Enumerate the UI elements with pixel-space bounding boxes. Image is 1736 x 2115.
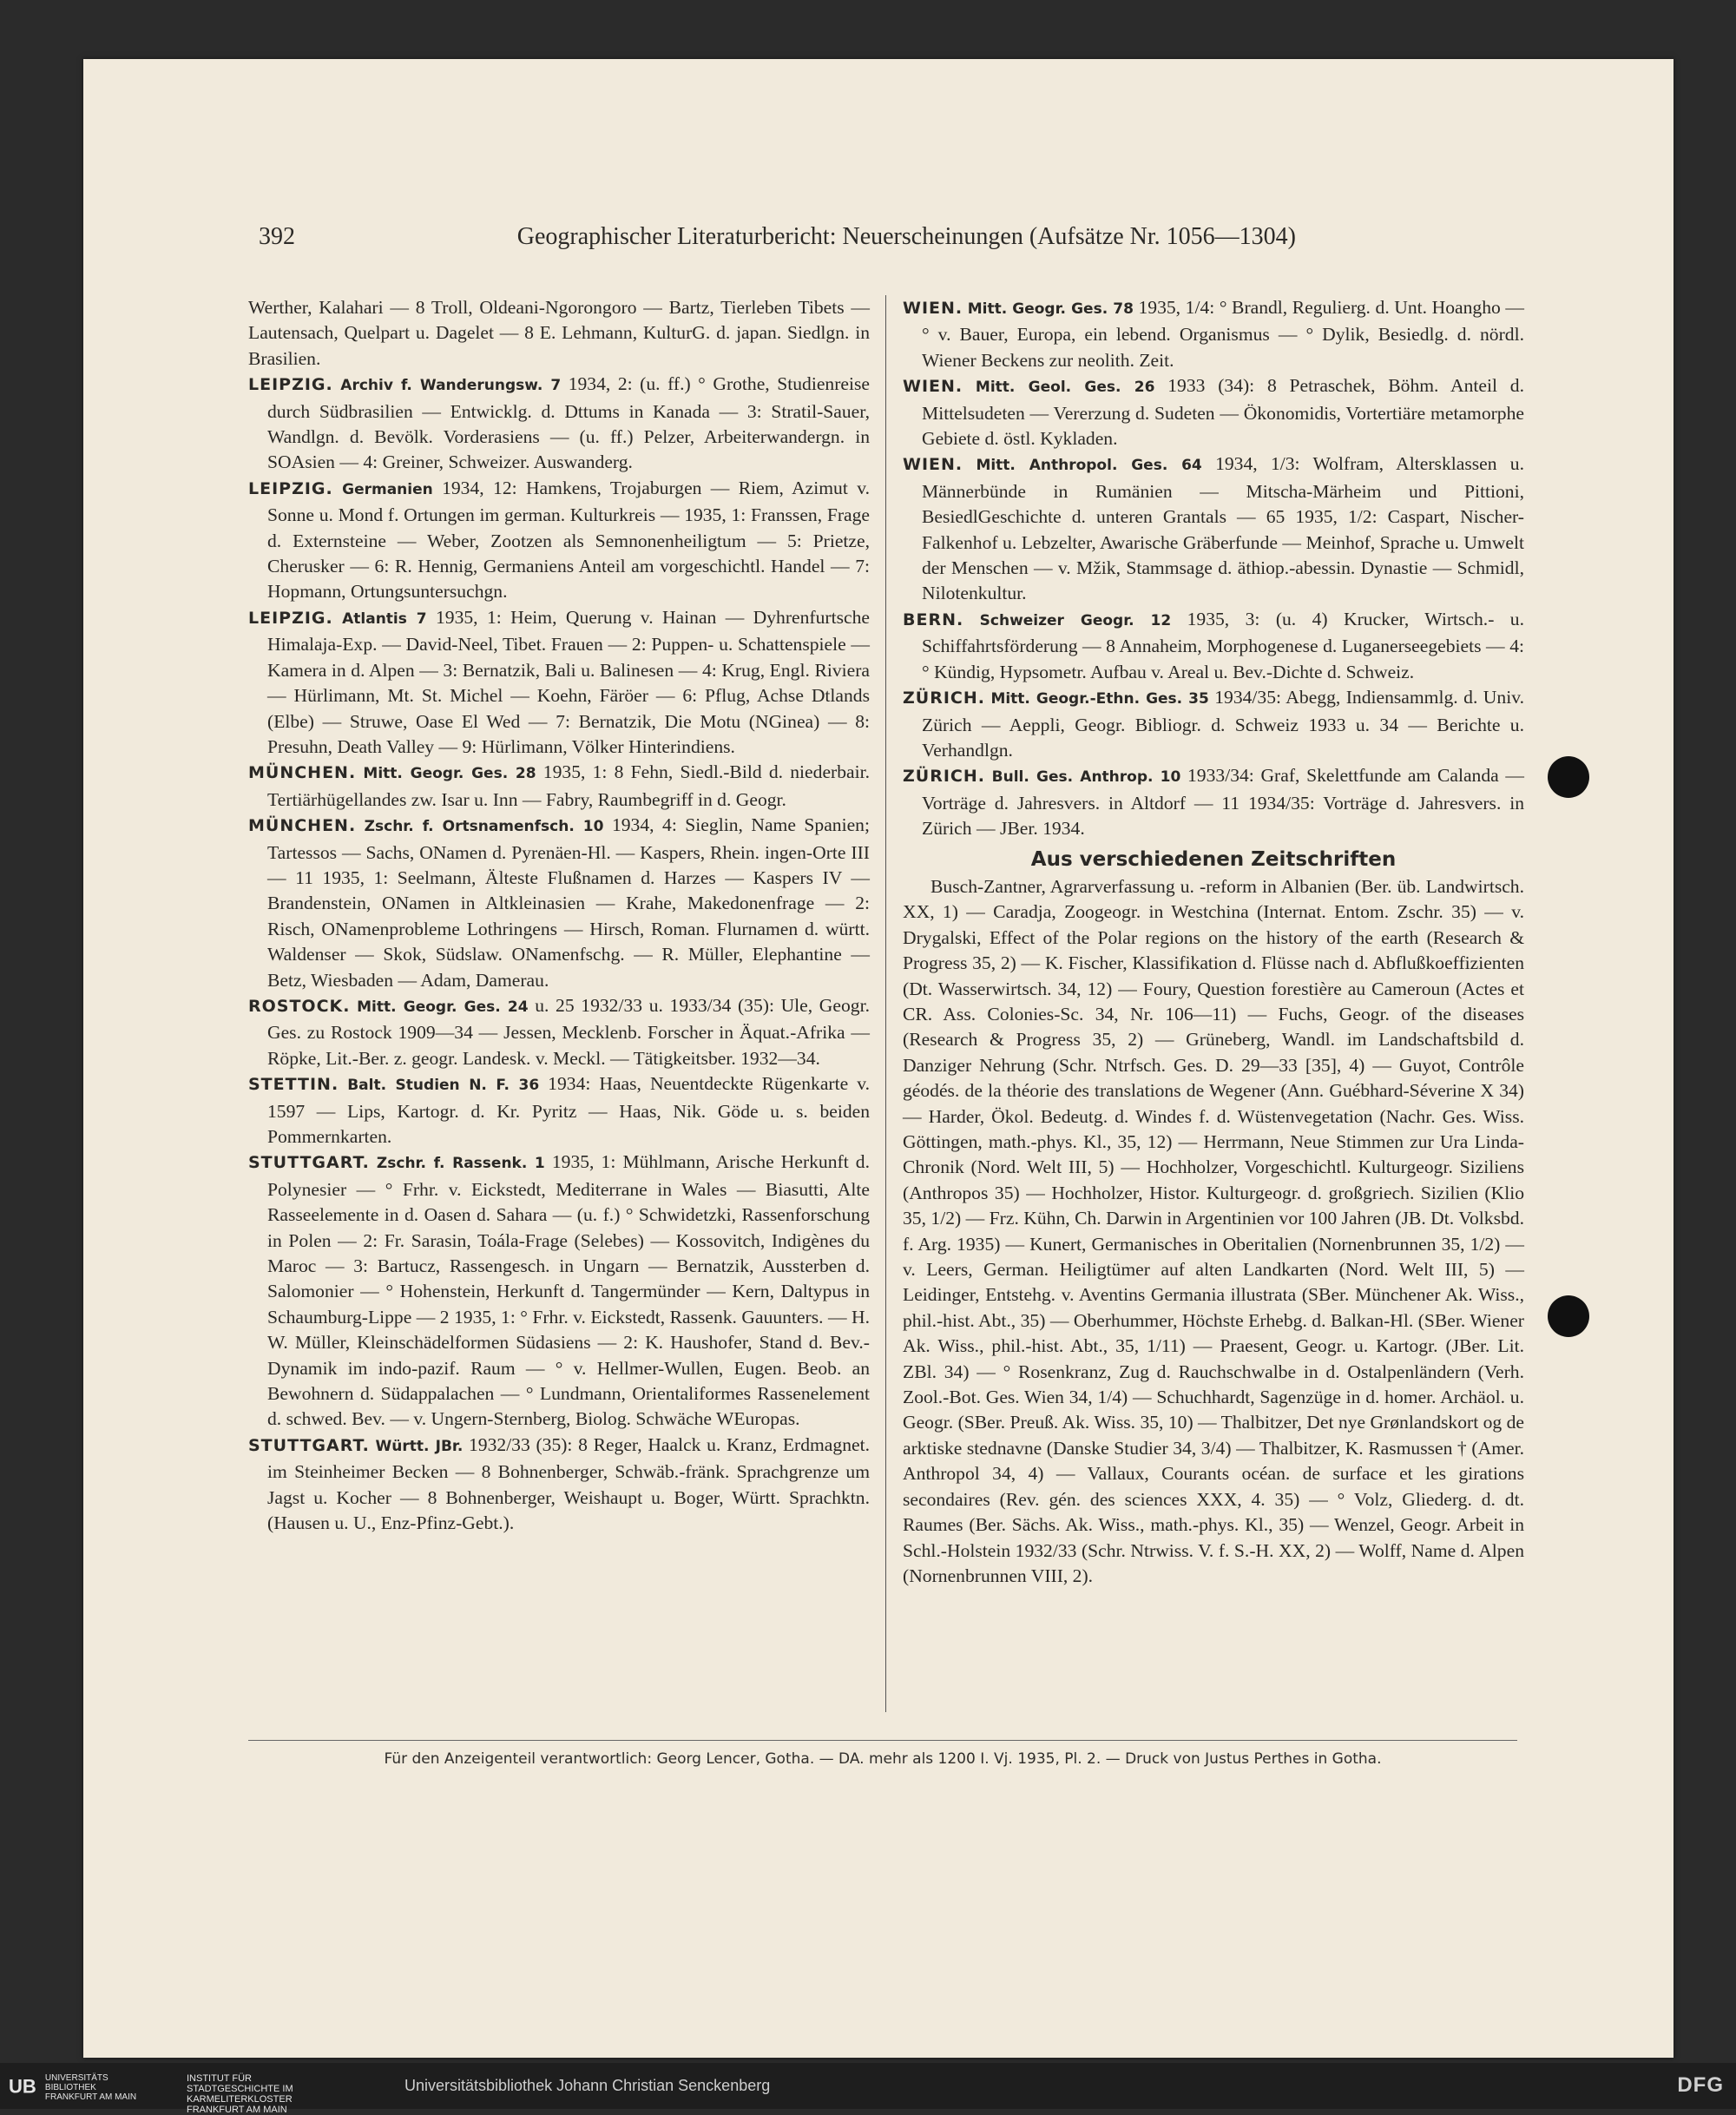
bibliography-entry [903,295,1524,373]
right-entry-list [903,295,1524,842]
bibliography-entry [248,993,870,1071]
bibliography-entry [903,373,1524,451]
bibliography-entry [903,763,1524,841]
entry-city: STUTTGART. [248,1435,370,1455]
entry-text: 1934, 2: (u. ff.) ° Grothe, Studienreise durch Südbrasilien — Entwicklg. d. Dttums in Kanada — 3: Stratil-Sauer, Wandlgn. d. Bevölk. Vorderasiens — (u. ff.) Pelzer, Arbeiterwandergn. in SOAsien — 4: Greiner, Schweizer. Auswanderg. [267,373,870,473]
ub-logo-text: UB [9,2075,36,2098]
entry-journal: Württ. JBr. [375,1437,464,1455]
entry-text: 1935, 1: Mühlmann, Arische Herkunft d. Polynesier — ° Frhr. v. Eickstedt, Mediterrane in Wales — Biasutti, Alte Rasseelemente in d. Oasen d. Sahara — (u. f.) ° Schwidetzki, Rassenforschung in Polen — 2: Fr. Sarasin, Toála-Frage (Selebes) — Kossovitch, Indigènes du Maroc — 3: Bartucz, Rassengesch. in Ungarn — Bernatzik, Aussterben d. Salomonier — ° Hohenstein, Herkunft d. Tangermünder — Kern, Daltypus in Schaumburg-Lippe — 2 1935, 1: ° Frhr. v. Eickstedt, Rassenk. Gauunters. — H. W. Müller, Kleinschädelformen Südasiens — 2: K. Haushofer, Stand d. Bev.-Dynamik im indo-pazif. Raum — ° v. Hellmer-Wullen, Eugen. Beob. an Bewohnern d. Südappalachen — ° Lundmann, Orientaliformes Rassenelement d. schwed. Bev. — v. Ungern-Sternberg, Biolog. Schwäche WEuropas. [267,1151,871,1430]
entry-text: 1935, 3: (u. 4) Krucker, Wirtsch.- u. Schiffahrtsförderung — 8 Annaheim, Morphogenese d. Luganerseegebiets — 4: ° Kündig, Hypsometr. Aufbau v. Areal u. Bev.-Dichte d. Schweiz. [922,608,1524,682]
bibliography-entry [903,607,1524,685]
bibliography-entry [248,605,870,760]
entry-city: LEIPZIG. [248,375,333,395]
entry-text: 1934, 1/3: Wolfram, Altersklassen u. Männerbünde in Rumänien — Mitscha-Märheim und Pittioni, BesiedlGeschichte d. unteren Grantals — 65 1935, 1/2: Caspart, Nischer-Falkenhof u. Lebzelter, Awarische Gräberfunde — Meinhof, Sprache u. Umwelt der Menschen — v. Mžik, Stammsage d. äthiop.-abessin. Dynastie — Schmidl, Nilotenkultur. [922,453,1525,604]
entry-journal: Zschr. f. Rassenk. 1 [376,1155,545,1173]
bibliography-entry [248,372,870,476]
entry-journal: Bull. Ges. Anthrop. 10 [991,768,1181,787]
bibliography-entry [903,451,1524,606]
entry-journal: Mitt. Anthropol. Ges. 64 [976,457,1202,475]
entry-city: ROSTOCK. [248,996,351,1016]
entry-text: 1934, 4: Sieglin, Name Spanien; Tartessos — Sachs, ONamen d. Pyrenäen-Hl. — Kaspers, Rhein. ingen-Orte III — 11 1935, 1: Seelmann, Älteste Flußnamen d. Harzes — Kaspers IV — Brandenstein, ONamen in Altkleinasien — Krahe, Makedonenfrage — 2: Risch, ONamenprobleme Lothringens — Hirsch, Roman. Flurnamen d. württ. Waldenser — Skok, Südslaw. ONamenfschg. — R. Müller, Elephantine — Betz, Wiesbaden — Adam, Damerau. [267,814,870,991]
left-entry-list [248,372,870,1536]
library-caption[interactable]: Universitätsbibliothek Johann Christian Senckenberg [404,2077,771,2094]
entry-city: WIEN. [903,377,963,397]
bibliography-entry [248,1433,870,1537]
entry-city: ZÜRICH. [903,767,985,787]
entry-text: u. 25 1932/33 u. 1933/34 (35): Ule, Geogr. Ges. zu Rostock 1909—34 — Jessen, Mecklenb. Forscher in Äquat.-Afrika — Röpke, Lit.-Ber. z. geogr. Landesk. v. Meckl. — Tätigkeitsber. 1932—34. [267,994,870,1069]
page-header [259,223,1296,258]
right-column [903,295,1524,1589]
left-lead-text: Werther, Kalahari — 8 Troll, Oldeani-Ngorongoro — Bartz, Tierleben Tibets — Lautensach, Quelpart u. Dagelet — 8 E. Lehmann, KulturG. d. japan. Siedlgn. in Brasilien. [248,297,870,369]
entry-city: STUTTGART. [248,1153,370,1173]
entry-city: LEIPZIG. [248,478,333,498]
entry-journal: Schweizer Geogr. 12 [979,611,1172,629]
punch-hole [1548,1295,1589,1337]
footer-note: Für den Anzeigenteil verantwortlich: Georg Lencer, Gotha. — DA. mehr als 1200 I. Vj. 1935, Pl. 2. — Druck von Justus Perthes in Gotha. [384,1750,1382,1768]
entry-city: ZÜRICH. [903,689,985,708]
punch-hole [1548,756,1589,798]
entry-text: 1933 (34): 8 Petraschek, Böhm. Anteil d. Mittelsudeten — Vererzung d. Sudeten — Ökonomidis, Vortertiäre metamorphe Gebiete d. östl. Kykladen. [922,375,1524,450]
column-divider [885,295,886,1712]
entry-journal: Mitt. Geogr.-Ethn. Ges. 35 [990,690,1209,708]
bibliography-entry [248,1071,870,1150]
entry-city: MÜNCHEN. [248,763,357,783]
page-number: 392 [259,223,295,250]
entry-journal: Zschr. f. Ortsnamenfsch. 10 [364,818,604,836]
entry-journal: Atlantis 7 [342,609,427,628]
entry-text: 1935, 1: 8 Fehn, Siedl.-Bild d. niederbair. Tertiärhügellandes zw. Isar u. Inn — Fabry, Raumbegriff in d. Geogr. [267,761,870,810]
entry-text: 1935, 1: Heim, Querung v. Hainan — Dyhrenfurtsche Himalaja-Exp. — David-Neel, Tibet. Frauen — 2: Puppen- u. Schattenspiele — Kamera in d. Alpen — 3: Bernatzik, Bali u. Balinesen — 4: Krug, Engl. Riviera — Hürlimann, Mt. St. Michel — Koehn, Färöer — 6: Pflug, Achse Dtlands (Elbe) — Struwe, Oase El Wed — 7: Bernatzik, Die Motu (NGinea) — 8: Presuhn, Death Valley — 9: Hürlimann, Völker Hinterindiens. [267,606,870,757]
bibliography-entry [248,1150,870,1432]
entry-city: WIEN. [903,299,963,318]
entry-journal: Mitt. Geogr. Ges. 24 [357,998,529,1016]
left-column [248,295,870,1537]
bibliography-entry [248,760,870,813]
viewer-footer-bar [0,2063,1736,2115]
entry-text: 1933/34: Graf, Skelettfunde am Calanda — Vorträge d. Jahresvers. in Altdorf — 11 1934/35: Vorträge d. Jahresvers. in Zürich — JBer. 1934. [922,765,1524,840]
entry-journal: Germanien [342,480,433,498]
dfg-logo[interactable]: DFG [1677,2073,1724,2097]
institut-logo-text: INSTITUT FÜR STADTGESCHICHTE IM KARMELITERKLOSTER FRANKFURT AM MAIN [187,2073,293,2115]
footer-rule [248,1740,1517,1741]
section-title: Aus verschiedenen Zeitschriften [1030,847,1397,871]
entry-text: 1934/35: Abegg, Indiensammlg. d. Univ. Zürich — Aeppli, Geogr. Bibliogr. d. Schweiz 1933 u. 34 — Berichte u. Verhandlgn. [922,687,1524,761]
page-title: Geographischer Literaturbericht: Neuerscheinungen (Aufsätze Nr. 1056—1304) [516,223,1296,250]
entry-city: WIEN. [903,455,963,475]
entry-journal: Mitt. Geol. Ges. 26 [975,379,1155,397]
entry-text: 1934: Haas, Neuentdeckte Rügenkarte v. 1597 — Lips, Kartogr. d. Kr. Pyritz — Haas, Nik. Göde u. s. beiden Pommernkarten. [267,1073,870,1147]
bibliography-entry [248,813,870,993]
ub-logo[interactable] [9,2073,141,2102]
entry-journal: Balt. Studien N. F. 36 [347,1077,540,1095]
entry-city: BERN. [903,609,964,629]
entry-journal: Mitt. Geogr. Ges. 78 [967,300,1134,318]
entry-text: 1934, 12: Hamkens, Trojaburgen — Riem, Azimut v. Sonne u. Mond f. Ortungen im german. Kulturkreis — 1935, 1: Franssen, Frage d. Externsteine — Weber, Zootzen als Semnonenheiligtum — 5: Prietze, Cherusker — 6: R. Hennig, Germaniens Anteil am vorgeschichtl. Handel — 7: Hopmann, Ortungsuntersuchgn. [267,477,870,603]
bibliography-entry [903,685,1524,763]
entry-city: LEIPZIG. [248,608,333,628]
ub-logo-subtext: UNIVERSITÄTS BIBLIOTHEK FRANKFURT AM MAIN [44,2073,137,2102]
section-text: Busch-Zantner, Agrarverfassung u. -reform in Albanien (Ber. üb. Landwirtsch. XX, 1) — Caradja, Zoogeogr. in Westchina (Internat. Entom. Zschr. 35) — v. Drygalski, Effect of the Polar regions on the history of the earth (Research & Progress 35, 2) — K. Fischer, Klassifikation d. Flüsse nach d. Abflußkoeffizienten (Dt. Wasserwirtsch. 34, 12) — Foury, Question forestière au Cameroun (Actes et CR. Ass. Colonies-Sc. 34, Nr. 106—11) — Fuchs, Geogr. of the diseases (Research & Progress 35, 2) — Grüneberg, Wandl. im Landschaftsbild d. Danziger Nehrung (Schr. Ntrfsch. Ges. D. 29—33 [35], 4) — Guyot, Contrôle géodés. de la théorie des translations de Wegener (Ann. Guébhard-Séverine X 34) — Harder, Ökol. Bedeutg. d. Windes f. d. Wüstenvegetation (Nachr. Ges. Wiss. Göttingen, math.-phys. Kl., 35, 12) — Herrmann, Neue Stimmen zur Ura Linda-Chronik (Nord. Welt III, 5) — Hochholzer, Vorgeschichtl. Kulturgeogr. Siziliens (Anthropos 35) — Hochholzer, Histor. Kulturgeogr. d. großgriech. Sizilien (Klio 35, 1/2) — Frz. Kühn, Ch. Darwin in Argentinien vor 100 Jahren (JB. Dt. Volksbd. f. Arg. 1935) — Kunert, Germanisches in Oberitalien (Nornenbrunnen 35, 1/2) — v. Leers, German. Heiligtümer auf alten Landkarten (Nord. Welt III, 5) — Leidinger, Entstehg. v. Aventins Germania illustrata (SBer. Münchener Ak. Wiss., phil.-hist. Abt., 35) — Oberhummer, Höchste Erhebg. d. Balkan-Hl. (SBer. Wiener Ak. Wiss., phil.-hist. Abt., 35, 1/11) — Praesent, Geogr. u. Kartogr. (JBer. Lit. ZBl. 34) — ° Rosenkranz, Zug d. Rauchschwalbe in d. Ostalpenländern (Verh. Zool.-Bot. Ges. Wien 34, 1/4) — Schuchhardt, Sagenzüge in d. homer. Archäol. u. Geogr. (SBer. Preuß. Ak. Wiss. 35, 10) — Thalbitzer, Det nye Grønlandskort og de arktiske stednavne (Danske Studier 34, 3/4) — Thalbitzer, K. Rasmussen † (Amer. Anthropol 34, 4) — Vallaux, Courants océan. de surface et les girations secondaires (Rev. gén. des sciences XXX, 4. 35) — ° Volz, Gliederg. d. dt. Raumes (Ber. Sächs. Ak. Wiss., math.-phys. Kl., 35) — Wenzel, Geogr. Arbeit in Schl.-Holstein 1932/33 (Schr. Ntrwiss. V. f. S.-H. XX, 2) — Wolff, Name d. Alpen (Nornenbrunnen VIII, 2). [903,875,1524,1586]
entry-journal: Mitt. Geogr. Ges. 28 [363,765,536,783]
entry-text: 1935, 1/4: ° Brandl, Regulierg. d. Unt. Hoangho — ° v. Bauer, Europa, ein lebend. Organismus — ° Dylik, Besiedlg. d. nördl. Wiener Beckens zur neolith. Zeit. [922,297,1524,371]
entry-journal: Archiv f. Wanderungsw. 7 [340,377,562,395]
entry-text: 1932/33 (35): 8 Reger, Haalck u. Kranz, Erdmagnet. im Steinheimer Becken — 8 Bohnenberger, Schwäb.-fränk. Sprachgrenze um Jagst u. Kocher — 8 Bohnenberger, Weishaupt u. Boger, Württ. Sprachktn. (Hausen u. U., Enz-Pfinz-Gebt.). [267,1433,870,1534]
bibliography-entry [248,476,870,605]
entry-city: STETTIN. [248,1075,339,1095]
entry-city: MÜNCHEN. [248,816,357,836]
